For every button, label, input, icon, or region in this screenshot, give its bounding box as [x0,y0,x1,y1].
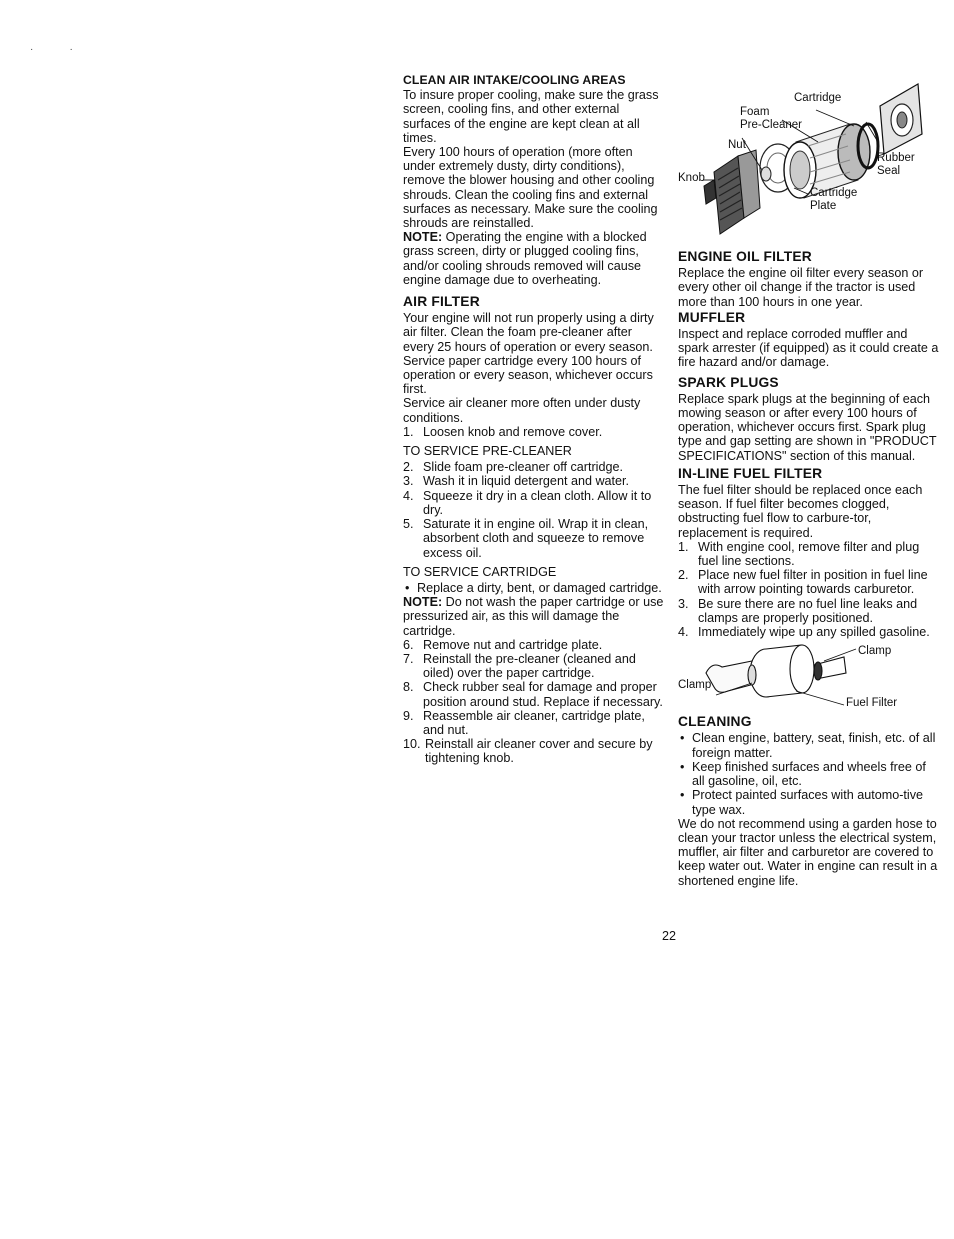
label-seal: Seal [877,165,901,177]
list-item [403,425,665,439]
spark-plugs-heading: SPARK PLUGS [678,374,779,390]
step-number: 2. [678,568,689,583]
nut-shape [761,167,771,181]
step-number: 5. [403,517,414,532]
step-text: Check rubber seal for damage and proper position around stud. Replace if necessary. [423,680,663,709]
step-text: Squeeze it dry in a clean cloth. Allow it to dry. [423,488,652,517]
cartridge-subheading: TO SERVICE CARTRIDGE [403,564,557,579]
filter-base-housing [704,150,760,234]
step-number: 4. [403,488,414,503]
bullet-text: Protect painted surfaces with automo-tive type wax. [692,788,923,817]
note-label: NOTE: [403,595,443,610]
right-column [678,76,940,888]
list-item [678,540,940,568]
label-rubber: Rubber [877,152,915,164]
step-text: Loosen knob and remove cover. [423,424,603,439]
step-text: Reinstall the pre-cleaner (cleaned and oiled) over the paper cartridge. [423,651,636,681]
pre-cleaner-subheading: TO SERVICE PRE-CLEANER [403,444,572,459]
step-text: Slide foam pre-cleaner off cartridge. [423,460,623,475]
label-foam: Foam [740,106,770,118]
step-number: 4. [678,625,689,640]
cartridge-bullets [403,581,665,595]
clean-air-heading: CLEAN AIR INTAKE/COOLING AREAS [403,73,626,87]
step-number: 9. [403,708,414,723]
air-filter-paragraph-1: Your engine will not run properly using a dirty air filter. Clean the foam pre-cleaner after every 25 hours of operation or every season. Service paper cartridge every 100 hours of operation or every season, whichever occurs first. [403,311,654,397]
list-item [403,680,665,708]
step-text: Be sure there are no fuel line leaks and clamps are properly positioned. [698,596,918,625]
air-filter-steps-1 [403,425,665,439]
muffler-section [678,311,940,370]
cleaning-heading: CLEANING [678,714,752,730]
air-filter-diagram [678,76,940,242]
clean-air-paragraph-1: To insure proper cooling, make sure the grass screen, cooling fins, and other external surfaces of the engine are kept clean at all times. [403,88,659,145]
list-item [403,489,665,517]
spark-plugs-section [678,376,940,463]
list-item [678,625,940,639]
bullet-icon: • [680,731,685,746]
fuel-filter-shape [706,645,846,697]
list-item [678,731,940,759]
fuel-filter-section [678,467,940,639]
note-label: NOTE: [403,230,443,245]
list-item [678,788,940,816]
step-text: Place new fuel filter in position in fuel line with arrow pointing towards carburetor. [698,568,928,597]
oil-filter-heading: ENGINE OIL FILTER [678,249,812,264]
list-item [403,581,665,595]
list-item [678,760,940,788]
page-number: 22 [662,929,677,943]
muffler-heading: MUFFLER [678,309,746,325]
step-number: 1. [678,539,689,554]
label-knob: Knob [678,172,705,184]
bullet-text: Replace a dirty, bent, or damaged cartridge. [417,580,662,595]
step-number: 2. [403,460,414,475]
label-cartridge-plate-2: Plate [810,200,837,212]
list-item [403,460,665,474]
cleaning-bullets [678,731,940,816]
label-fuel-filter: Fuel Filter [846,697,898,710]
bullet-icon: • [405,580,410,595]
fuel-filter-diagram [678,643,940,713]
label-cartridge: Cartridge [794,92,842,104]
step-text: Reassemble air cleaner, cartridge plate, and nut. [423,708,645,737]
bullet-text: Keep finished surfaces and wheels free of all gasoline, oil, etc. [692,759,926,789]
clean-air-note [403,230,665,287]
clean-air-section [403,73,665,287]
air-cleaner-cover [880,76,922,154]
spark-plugs-text: Replace spark plugs at the beginning of each mowing season or after every 100 hours of operation, whichever occurs first. Spark plug type and gap setting are shown in "PRODUCT SPECIFICATIONS" section of this manual. [678,391,937,463]
step-number: 10. [403,737,421,752]
bullet-icon: • [680,788,685,803]
cleaning-section [678,715,940,887]
label-clamp-left: Clamp [678,679,712,692]
step-text: Immediately wipe up any spilled gasoline. [698,625,930,640]
air-filter-steps-2 [403,460,665,559]
step-number: 6. [403,637,414,652]
fuel-filter-diagram-svg [678,643,940,713]
step-text: Saturate it in engine oil. Wrap it in clean, absorbent cloth and squeeze to remove excess oil. [423,517,649,560]
step-text: With engine cool, remove filter and plug fuel line sections. [698,539,920,569]
fuel-filter-text: The fuel filter should be replaced once each season. If fuel filter becomes clogged, obstructing fuel flow to carbure-tor, replacement is required. [678,483,923,540]
air-filter-section [403,295,665,766]
step-text: Wash it in liquid detergent and water. [423,474,630,489]
step-number: 7. [403,651,414,666]
step-number: 3. [678,596,689,611]
step-number: 1. [403,424,414,439]
air-filter-paragraph-2: Service air cleaner more often under dusty conditions. [403,396,641,425]
label-clamp-right: Clamp [858,645,892,658]
air-filter-steps-3 [403,638,665,766]
list-item [678,568,940,596]
oil-filter-section [678,250,940,309]
list-item [403,474,665,488]
cartridge-note [403,595,665,638]
bullet-text: Clean engine, battery, seat, finish, etc. of all foreign matter. [692,731,936,760]
bullet-icon: • [680,759,685,774]
list-item [403,737,665,765]
list-item [403,517,665,560]
label-cartridge-plate-1: Cartridge [810,187,858,199]
muffler-text: Inspect and replace corroded muffler and spark arrester (if equipped) as it could create a fire hazard and/or damage. [678,327,939,370]
oil-filter-text: Replace the engine oil filter every season or every other oil change if the tractor is used more than 100 hours in one year. [678,266,924,309]
label-nut: Nut [728,139,746,151]
label-pre-cleaner: Pre-Cleaner [740,119,802,131]
step-text: Remove nut and cartridge plate. [423,637,603,652]
note-text: Do not wash the paper cartridge or use pressurized air, as this will damage the cartridge. [403,595,664,638]
list-item [403,709,665,737]
list-item [403,652,665,680]
clean-air-paragraph-2: Every 100 hours of operation (more often under extremely dusty, dirty conditions), remove the blower housing and other cooling shrouds. Clean the cooling fins and external surfaces as necessary. Make sure the cooling shrouds are reinstalled. [403,145,658,231]
scan-marks: · · [30,44,73,55]
list-item [403,638,665,652]
fuel-filter-steps [678,540,940,639]
list-item [678,597,940,625]
step-number: 3. [403,474,414,489]
air-filter-heading: AIR FILTER [403,294,480,310]
left-column [403,73,665,766]
step-number: 8. [403,680,414,695]
fuel-filter-heading: IN-LINE FUEL FILTER [678,465,823,481]
note-text: Operating the engine with a blocked grass screen, dirty or plugged cooling fins, and/or cooling shrouds removed will cause engine damage due to overheating. [403,230,647,287]
step-text: Reinstall air cleaner cover and secure by tightening knob. [425,737,653,766]
cleaning-text: We do not recommend using a garden hose to clean your tractor unless the electrical system, muffler, air filter and carburetor are covered to keep water out. Water in engine can result in a shortened engine life. [678,816,938,888]
